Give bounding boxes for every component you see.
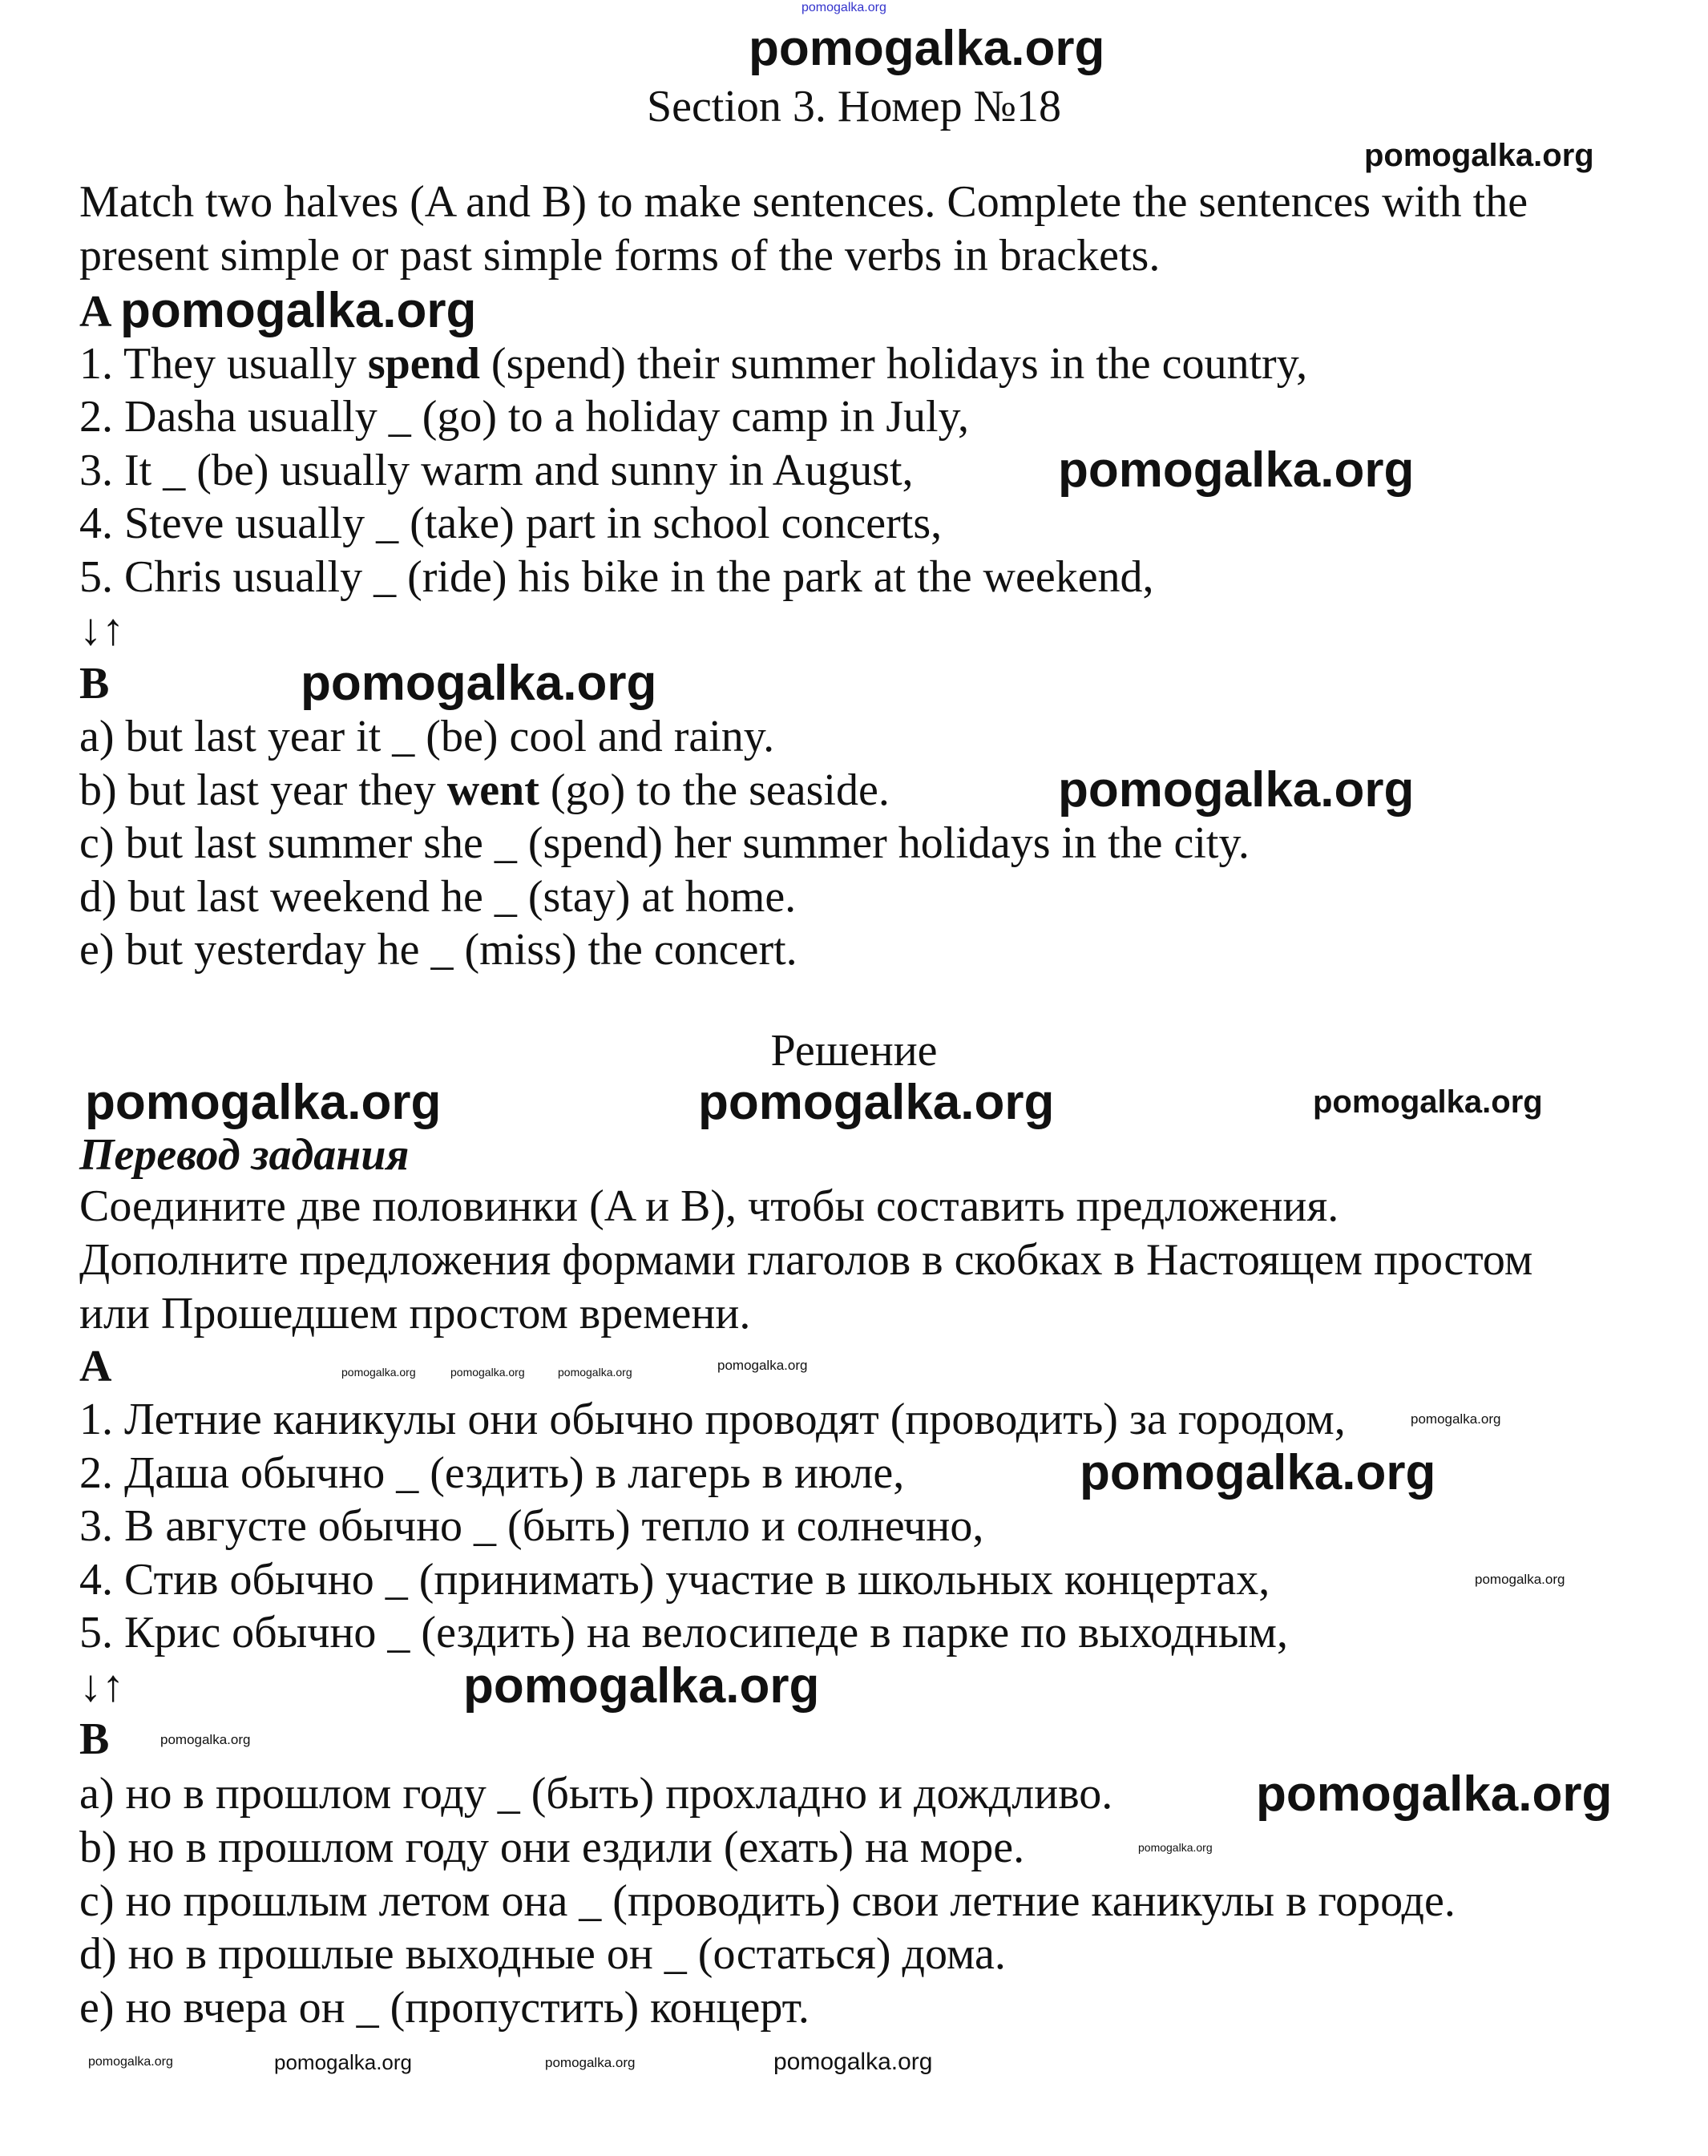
tr-sentence-a2: 2. Даша обычно _ (ездить) в лагерь в июле, <box>79 1448 905 1498</box>
watermark: pomogalka.org <box>1058 442 1415 498</box>
sentence-b-a: a) but last year it _ (be) cool and rainy. <box>79 712 775 761</box>
header-watermark[interactable]: pomogalka.org <box>802 1 886 14</box>
watermark: pomogalka.org <box>160 1732 251 1747</box>
watermark: pomogalka.org <box>120 283 477 338</box>
watermark: pomogalka.org <box>1313 1084 1543 1120</box>
watermark: pomogalka.org <box>463 1658 820 1714</box>
watermark: pomogalka.org <box>1411 1411 1501 1427</box>
sentence-b-b: b) but last year they went (go) to the seaside. <box>79 765 890 815</box>
sentence-b-c: c) but last summer she _ (spend) her summer holidays in the city. <box>79 818 1250 868</box>
translation-instructions-line: или Прошедшем простом времени. <box>79 1289 751 1338</box>
part-b-label: B <box>79 659 110 709</box>
watermark: pomogalka.org <box>301 656 657 711</box>
watermark: pomogalka.org <box>1364 138 1594 173</box>
match-arrows: ↓↑ <box>79 605 124 655</box>
sentence-b-e: e) but yesterday he _ (miss) the concert. <box>79 925 797 975</box>
watermark: pomogalka.org <box>450 1366 525 1379</box>
tr-sentence-b-c: c) но прошлым летом она _ (проводить) свои летние каникулы в городе. <box>79 1876 1456 1926</box>
watermark: pomogalka.org <box>1058 762 1415 818</box>
tr-sentence-b-e: e) но вчера он _ (пропустить) концерт. <box>79 1983 810 2033</box>
watermark: pomogalka.org <box>698 1075 1055 1130</box>
tr-sentence-a5: 5. Крис обычно _ (ездить) на велосипеде в парке по выходным, <box>79 1608 1288 1657</box>
sentence-a2: 2. Dasha usually _ (go) to a holiday camp in July, <box>79 392 969 442</box>
watermark: pomogalka.org <box>558 1366 632 1379</box>
watermark: pomogalka.org <box>717 1358 808 1373</box>
tr-match-arrows: ↓↑ <box>79 1661 124 1711</box>
tr-sentence-b-a: a) но в прошлом году _ (быть) прохладно и дождливо. <box>79 1769 1113 1819</box>
part-a-label: A <box>79 287 112 337</box>
instructions-line: present simple or past simple forms of the verbs in brackets. <box>79 231 1161 281</box>
watermark: pomogalka.org <box>274 2050 412 2074</box>
tr-sentence-b-b: b) но в прошлом году они ездили (ехать) на море. <box>79 1823 1025 1872</box>
tr-sentence-a1: 1. Летние каникулы они обычно проводят (проводить) за городом, <box>79 1395 1346 1444</box>
watermark: pomogalka.org <box>773 2049 933 2075</box>
sentence-a1: 1. They usually spend (spend) their summer holidays in the country, <box>79 339 1308 389</box>
sentence-a4: 4. Steve usually _ (take) part in school concerts, <box>79 499 943 548</box>
watermark: pomogalka.org <box>1138 1841 1213 1854</box>
translation-instructions-line: Дополните предложения формами глаголов в скобках в Настоящем простом <box>79 1235 1533 1285</box>
solution-heading: Решение <box>770 1026 938 1076</box>
tr-sentence-a4: 4. Стив обычно _ (принимать) участие в школьных концертах, <box>79 1555 1270 1605</box>
watermark: pomogalka.org <box>1475 1572 1565 1587</box>
watermark: pomogalka.org <box>341 1366 416 1379</box>
tr-part-b-label: B <box>79 1714 110 1764</box>
watermark: pomogalka.org <box>88 2055 173 2069</box>
tr-part-a-label: A <box>79 1342 112 1391</box>
page-title: Section 3. Номер №18 <box>646 82 1062 131</box>
tr-sentence-b-d: d) но в прошлые выходные он _ (остаться) дома. <box>79 1929 1006 1979</box>
watermark: pomogalka.org <box>1080 1445 1436 1500</box>
translation-instructions-line: Соедините две половинки (A и B), чтобы составить предложения. <box>79 1181 1339 1231</box>
watermark: pomogalka.org <box>749 21 1105 76</box>
translation-heading: Перевод задания <box>79 1130 410 1180</box>
sentence-a3: 3. It _ (be) usually warm and sunny in August, <box>79 446 914 495</box>
watermark: pomogalka.org <box>545 2055 636 2070</box>
watermark: pomogalka.org <box>85 1075 442 1130</box>
sentence-b-d: d) but last weekend he _ (stay) at home. <box>79 872 797 922</box>
instructions-line: Match two halves (A and B) to make sentences. Complete the sentences with the <box>79 177 1528 227</box>
tr-sentence-a3: 3. В августе обычно _ (быть) тепло и солнечно, <box>79 1501 984 1551</box>
sentence-a5: 5. Chris usually _ (ride) his bike in the park at the weekend, <box>79 552 1154 602</box>
watermark: pomogalka.org <box>1256 1766 1613 1822</box>
